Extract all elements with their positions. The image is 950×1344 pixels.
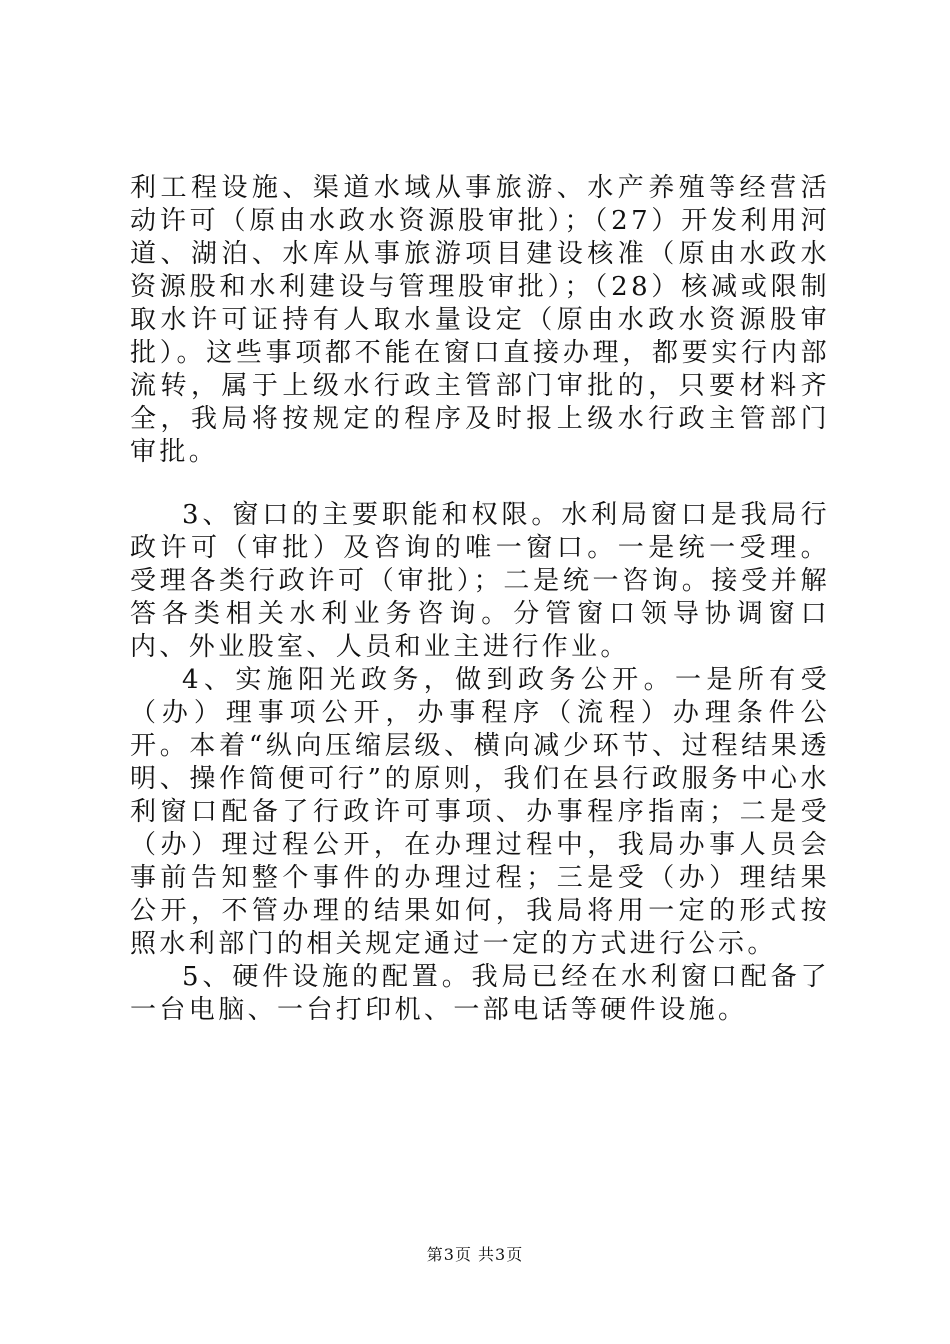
document-body — [130, 172, 830, 1027]
paragraph-window-functions: 3、窗口的主要职能和权限。水利局窗口是我局行政许可（审批）及咨询的唯一窗口。一是统一受理。受理各类行政许可（审批）；二是统一咨询。接受并解答各类相关水利业务咨询。分管窗口领导协调窗口内、外业股室、人员和业主进行作业。 — [130, 500, 830, 662]
paragraph-gap — [130, 469, 830, 499]
paragraph-continuation: 利工程设施、渠道水域从事旅游、水产养殖等经营活动许可（原由水政水资源股审批）；（27）开发利用河道、湖泊、水库从事旅游项目建设核准（原由水政水资源股和水利建设与管理股审批）；（28）核减或限制取水许可证持有人取水量设定（原由水政水资源股审批）。这些事项都不能在窗口直接办理，都要实行内部流转，属于上级水行政主管部门审批的，只要材料齐全，我局将按规定的程序及时报上级水行政主管部门审批。 — [130, 173, 830, 467]
page-number-footer: 第3页 共3页 — [426, 1245, 524, 1264]
paragraph-hardware: 5、硬件设施的配置。我局已经在水利窗口配备了一台电脑、一台打印机、一部电话等硬件设施。 — [130, 962, 830, 1025]
paragraph-open-government: 4、实施阳光政务，做到政务公开。一是所有受（办）理事项公开，办事程序（流程）办理条件公开。本着“纵向压缩层级、横向减少环节、过程结果透明、操作简便可行”的原则，我们在县行政服务中心水利窗口配备了行政许可事项、办事程序指南；二是受（办）理过程公开，在办理过程中，我局办事人员会事前告知整个事件的办理过程；三是受（办）理结果公开，不管办理的结果如何，我局将用一定的形式按照水利部门的相关规定通过一定的方式进行公示。 — [130, 665, 830, 959]
